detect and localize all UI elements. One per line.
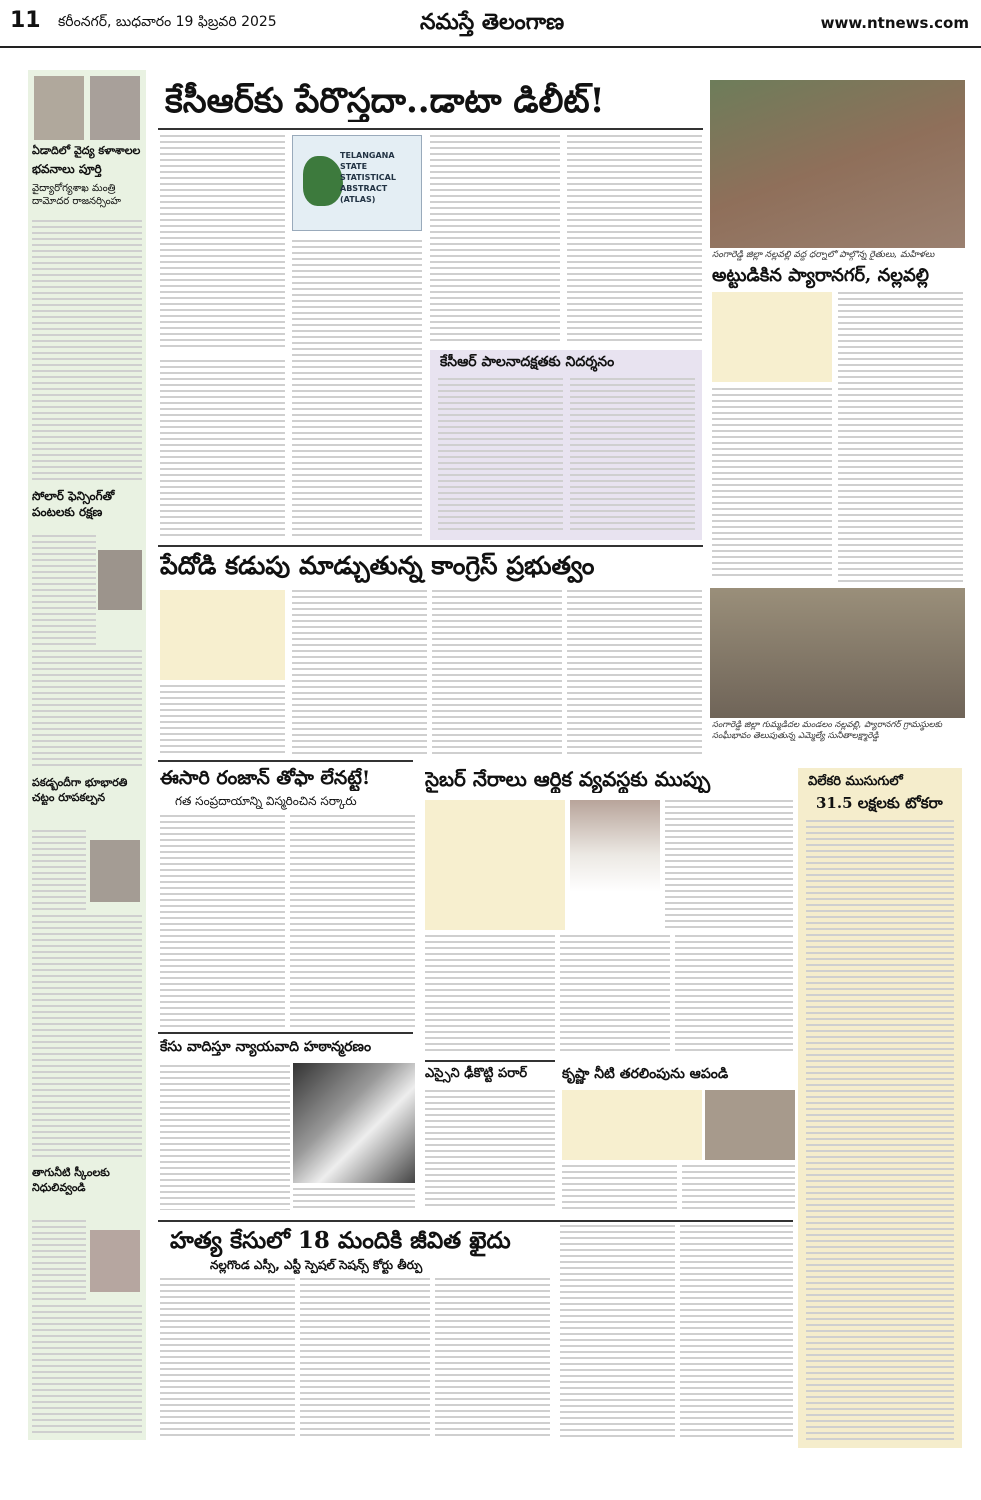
article-body — [293, 1188, 415, 1210]
article-body — [32, 1305, 142, 1435]
article-body — [560, 1225, 675, 1438]
highlight-box — [430, 350, 702, 540]
article-body — [432, 590, 562, 755]
divider — [425, 1060, 555, 1062]
portrait-photo — [98, 550, 142, 610]
article-body — [562, 1165, 677, 1210]
article-body — [438, 378, 563, 533]
page-number: 11 — [10, 8, 41, 33]
story-bullets — [562, 1090, 702, 1160]
article-body — [160, 685, 285, 755]
left-item-heading: సోలార్ ఫెన్సింగ్‌తో పంటలకు రక్షణ — [32, 489, 115, 519]
article-body — [680, 1225, 793, 1438]
story-bullets — [160, 590, 285, 680]
right-headline: అట్టుడికిన ప్యారానగర్, నల్లవల్లి — [712, 265, 929, 286]
telangana-map-icon — [303, 156, 343, 206]
article-body — [290, 815, 415, 1030]
story-headline: పేదోడి కడుపు మాడ్చుతున్న కాంగ్రెస్ ప్రభుత్వం — [160, 551, 595, 580]
article-body — [425, 1090, 555, 1210]
mla-photo — [710, 588, 965, 718]
story-headline: కేసు వాదిస్తూ న్యాయవాది హఠాన్మరణం — [160, 1039, 372, 1055]
page-header — [0, 0, 981, 48]
photo-caption: సంగారెడ్డి జిల్లా నల్లవల్లి వద్ద ధర్నాలో పాల్గొన్న రైతులు, మహిళలు — [712, 250, 935, 260]
left-column — [28, 70, 146, 1440]
photo-caption: సంగారెడ్డి జిల్లా గుమ్మడిదల మండలం నల్లవల్లి, ప్యారానగర్ గ్రామస్థులకు సంఘీభావం తెలుపుతున్న ఎమ్మెల్యే సునీతాలక్ష్మారెడ్డి — [712, 720, 943, 741]
divider — [158, 128, 703, 130]
protest-photo — [710, 80, 965, 248]
article-body — [425, 935, 555, 1055]
sidebar-box — [798, 768, 962, 1448]
sidebar-headline: 31.5 లక్షలకు టోకరా — [816, 794, 943, 812]
article-body — [560, 935, 670, 1055]
story-headline: హత్య కేసులో 18 మందికి జీవిత ఖైదు — [170, 1227, 511, 1254]
story-subhead: నల్లగొండ ఎస్సీ, ఎస్టీ స్పెషల్ సెషన్స్ కోర్టు తీర్పు — [210, 1258, 423, 1272]
minister-photo — [705, 1090, 795, 1160]
lawyer-photo — [293, 1063, 415, 1183]
article-body — [712, 388, 832, 578]
bullet-list — [160, 135, 285, 350]
article-body — [32, 220, 142, 480]
lead-headline: కేసీఆర్‌కు పేరొస్తదా..డాటా డిలీట్! — [165, 81, 605, 121]
left-item-heading: ఏడాదిలో వైద్య కళాశాలల — [32, 144, 141, 157]
left-item-heading: భవనాలు పూర్తి — [32, 162, 102, 176]
article-body — [567, 590, 702, 755]
portrait-photo — [90, 1230, 140, 1292]
article-body — [838, 292, 963, 582]
divider — [158, 1032, 413, 1034]
dateline: కరీంనగర్, బుధవారం 19 ఫిబ్రవరి 2025 — [58, 14, 277, 30]
article-body — [665, 800, 793, 930]
story-headline: ఎస్సైని ఢీకొట్టి పరార్ — [425, 1066, 528, 1081]
story-subhead: గత సంప్రదాయాన్ని విస్మరించిన సర్కారు — [175, 794, 357, 808]
article-body — [300, 1278, 430, 1438]
article-body — [160, 1278, 295, 1438]
story-bullets — [425, 800, 565, 930]
lead-bullets — [160, 135, 285, 350]
divider — [158, 1220, 793, 1222]
article-body — [32, 535, 96, 645]
article-body — [292, 240, 422, 540]
article-body — [292, 590, 427, 755]
portrait-photo — [90, 840, 140, 902]
cm-photo — [570, 800, 660, 892]
story-headline: కృష్ణా నీటి తరలింపును ఆపండి — [562, 1066, 729, 1082]
article-body — [682, 1165, 795, 1210]
divider — [158, 545, 703, 547]
article-body — [567, 135, 702, 345]
article-body — [675, 935, 793, 1055]
masthead: నమస్తే తెలంగాణ — [420, 10, 565, 35]
article-body — [570, 378, 695, 533]
portrait-photo — [34, 76, 84, 140]
website-link[interactable]: www.ntnews.com — [820, 14, 969, 32]
article-body — [160, 815, 285, 1030]
divider — [158, 760, 413, 762]
sidebar-headline: విలేకరి ముసుగులో — [808, 774, 903, 789]
story-headline: ఈసారి రంజాన్ తోఫా లేనట్టే! — [160, 767, 371, 789]
article-body — [160, 1065, 290, 1210]
right-bullets — [712, 292, 832, 382]
box-headline: కేసీఆర్ పాలనాదక్షతకు నిదర్శనం — [440, 354, 615, 370]
portrait-photo — [90, 76, 140, 140]
left-item-heading: తాగునీటి స్కీంలకు నిధులివ్వండి — [32, 1166, 110, 1194]
story-headline: సైబర్ నేరాలు ఆర్థిక వ్యవస్థకు ముప్పు — [425, 767, 711, 791]
article-body — [32, 830, 86, 910]
article-body — [32, 650, 142, 770]
article-body — [32, 1220, 86, 1300]
left-item-sub: వైద్యారోగ్యశాఖ మంత్రి దామోదర రాజనర్సింహ — [32, 183, 122, 207]
atlas-label: TELANGANA STATE STATISTICAL ABSTRACT (ATLAS) — [340, 151, 396, 204]
article-body — [806, 820, 954, 1440]
article-body — [430, 135, 560, 345]
article-body — [160, 360, 285, 540]
left-item-heading: పకడ్బందీగా భూభారతి చట్టం రూపకల్పన — [32, 776, 128, 804]
article-body — [435, 1278, 550, 1438]
article-body — [32, 915, 142, 1160]
